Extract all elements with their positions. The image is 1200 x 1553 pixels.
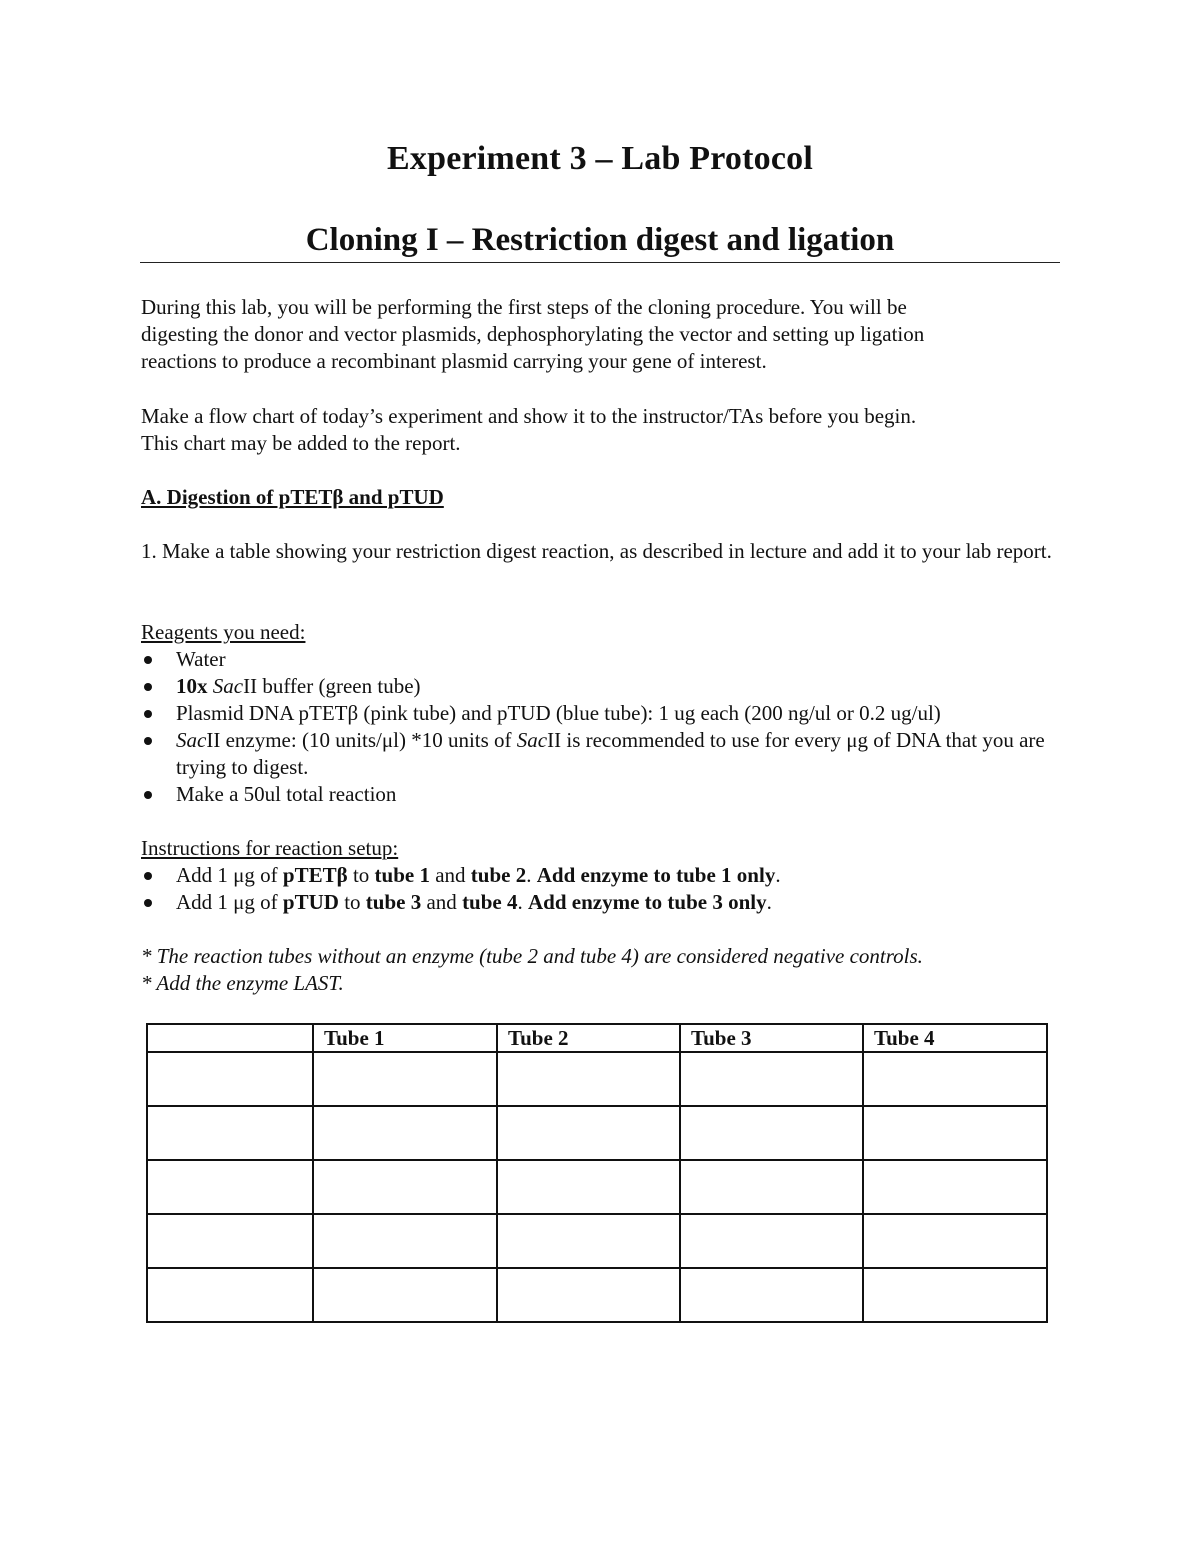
intro-line: digesting the donor and vector plasmids, dephosphorylating the vector and setting up ligation (141, 322, 925, 346)
table-cell (147, 1160, 313, 1214)
table-cell (680, 1052, 863, 1106)
table-cell (313, 1268, 497, 1322)
reagent-item: SacII enzyme: (10 units/μl) *10 units of SacII is recommended to use for every μg of DNA that you are trying to digest. (141, 727, 1061, 781)
table-cell (680, 1268, 863, 1322)
reagent-item: Plasmid DNA pTETβ (pink tube) and pTUD (blue tube): 1 ug each (200 ng/ul or 0.2 ug/ul) (141, 700, 1061, 727)
flowchart-line: This chart may be added to the report. (141, 431, 461, 455)
table-row (147, 1160, 1047, 1214)
notes (141, 943, 1061, 997)
reagents-heading: Reagents you need: (141, 620, 306, 644)
table-cell (863, 1052, 1047, 1106)
table-cell (147, 1052, 313, 1106)
reagent-item: Make a 50ul total reaction (141, 781, 1061, 808)
table-cell (313, 1052, 497, 1106)
table-cell (680, 1160, 863, 1214)
intro-paragraph (141, 294, 1061, 375)
instructions-list (141, 862, 1061, 916)
flowchart-paragraph (141, 403, 1061, 457)
reagents-list (141, 646, 1061, 808)
instruction-item: Add 1 μg of pTETβ to tube 1 and tube 2. Add enzyme to tube 1 only. (141, 862, 1061, 889)
table-header-row (147, 1024, 1047, 1052)
step-1-text: 1. Make a table showing your restriction digest reaction, as described in lecture and add it to your lab report. (141, 539, 1052, 563)
table-row (147, 1214, 1047, 1268)
note-line: * Add the enzyme LAST. (141, 971, 344, 995)
table-row (147, 1268, 1047, 1322)
note-line: * The reaction tubes without an enzyme (tube 2 and tube 4) are considered negative controls. (141, 944, 923, 968)
reagent-item: 10x SacII buffer (green tube) (141, 673, 1061, 700)
instruction-item: Add 1 μg of pTUD to tube 3 and tube 4. Add enzyme to tube 3 only. (141, 889, 1061, 916)
table-row (147, 1106, 1047, 1160)
table-header-cell: Tube 1 (313, 1024, 497, 1052)
section-a-heading: A. Digestion of pTETβ and pTUD (141, 485, 444, 509)
table-header-cell: Tube 3 (680, 1024, 863, 1052)
flowchart-line: Make a flow chart of today’s experiment and show it to the instructor/TAs before you begin. (141, 404, 917, 428)
table-cell (313, 1106, 497, 1160)
table-cell (147, 1268, 313, 1322)
table-cell (313, 1160, 497, 1214)
intro-line: During this lab, you will be performing the first steps of the cloning procedure. You will be (141, 295, 907, 319)
table-cell (147, 1106, 313, 1160)
table-cell (863, 1160, 1047, 1214)
table-cell (497, 1268, 680, 1322)
table-cell (863, 1268, 1047, 1322)
digest-table (146, 1023, 1048, 1323)
instructions-heading: Instructions for reaction setup: (141, 836, 399, 860)
page-subtitle: Cloning I – Restriction digest and ligation (140, 222, 1060, 263)
table-cell (497, 1214, 680, 1268)
page-title: Experiment 3 – Lab Protocol (387, 140, 813, 177)
table-row (147, 1052, 1047, 1106)
reagent-item: Water (141, 646, 1061, 673)
table-header-cell (147, 1024, 313, 1052)
table-cell (313, 1214, 497, 1268)
intro-line: reactions to produce a recombinant plasmid carrying your gene of interest. (141, 349, 767, 373)
table-cell (863, 1106, 1047, 1160)
table-cell (680, 1214, 863, 1268)
table-header-cell: Tube 2 (497, 1024, 680, 1052)
table-cell (147, 1214, 313, 1268)
table-cell (497, 1052, 680, 1106)
table-cell (863, 1214, 1047, 1268)
table-header-cell: Tube 4 (863, 1024, 1047, 1052)
table-cell (497, 1106, 680, 1160)
table-cell (680, 1106, 863, 1160)
table-cell (497, 1160, 680, 1214)
